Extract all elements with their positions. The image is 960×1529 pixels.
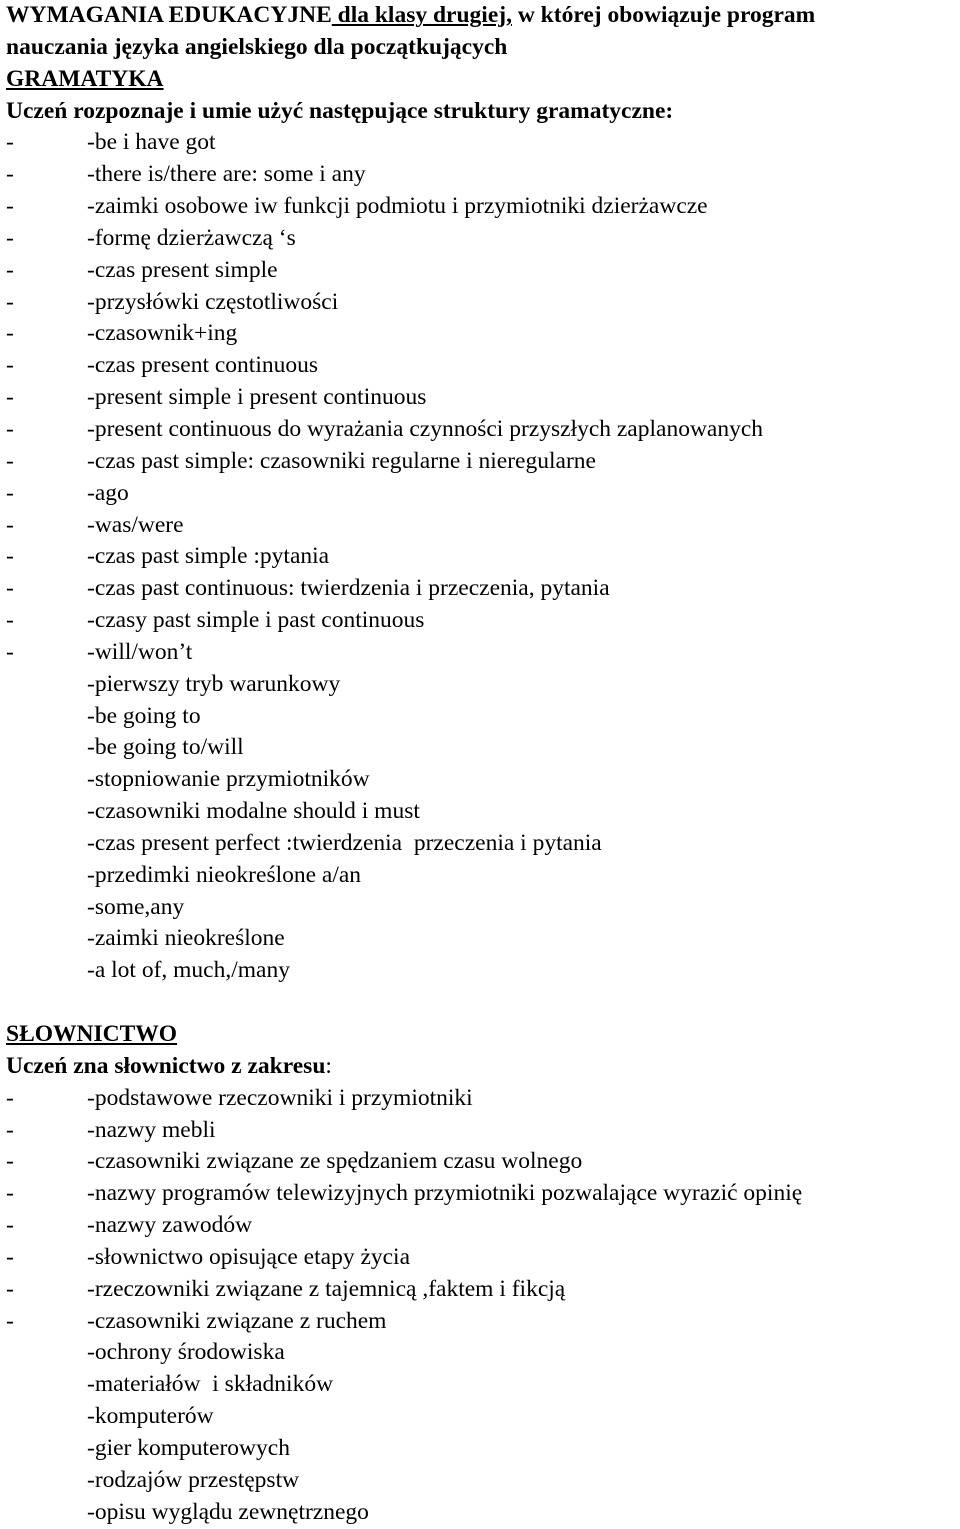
list-item (6, 382, 956, 414)
list-item-text: -formę dzierżawczą ‘s (87, 224, 296, 251)
title-part-1: WYMAGANIA EDUKACYJNE (6, 2, 332, 28)
list-item (6, 1210, 956, 1242)
document-page (6, 0, 956, 1529)
grammar-dashed-list (6, 127, 956, 668)
vocabulary-heading: SŁOWNICTWO (6, 1021, 178, 1047)
list-item (6, 637, 956, 669)
grammar-plain-list (6, 669, 956, 987)
list-bullet-dash: - (6, 543, 14, 570)
list-item: -czasowniki modalne should i must (87, 798, 420, 825)
list-item: -zaimki nieokreślone (87, 925, 285, 952)
list-bullet-dash: - (6, 415, 14, 442)
list-item (6, 1306, 956, 1338)
list-item: -a lot of, much,/many (87, 957, 290, 984)
grammar-intro: Uczeń rozpoznaje i umie użyć następujące struktury gramatyczne: (6, 97, 674, 124)
list-item-text: -czas present simple (87, 256, 278, 283)
list-bullet-dash: - (6, 224, 14, 251)
list-item (6, 127, 956, 159)
list-item (6, 573, 956, 605)
list-bullet-dash: - (6, 638, 14, 665)
list-item-text: -nazwy programów telewizyjnych przymiotniki pozwalające wyrazić opinię (87, 1180, 803, 1207)
list-item (6, 223, 956, 255)
list-item-text: -czasowniki związane z ruchem (87, 1307, 387, 1334)
list-bullet-dash: - (6, 1307, 14, 1334)
list-item-text: -podstawowe rzeczowniki i przymiotniki (87, 1084, 473, 1111)
list-item-text: -will/won’t (87, 638, 193, 665)
list-item-text: -czasowniki związane ze spędzaniem czasu wolnego (87, 1148, 583, 1175)
list-item: -komputerów (87, 1403, 214, 1430)
list-bullet-dash: - (6, 1243, 14, 1270)
list-item-text: -czasownik+ing (87, 320, 238, 347)
title-part-3: w której obowiązuje program (511, 2, 816, 28)
list-item (6, 287, 956, 319)
list-item (6, 541, 956, 573)
list-bullet-dash: - (6, 352, 14, 379)
list-item (6, 191, 956, 223)
list-item-text: -czas past simple :pytania (87, 543, 330, 570)
vocabulary-dashed-list (6, 1083, 956, 1338)
list-item (6, 159, 956, 191)
list-item-text: -czas present continuous (87, 352, 319, 379)
list-bullet-dash: - (6, 479, 14, 506)
list-item: -be going to/will (87, 734, 244, 761)
list-bullet-dash: - (6, 256, 14, 283)
list-bullet-dash: - (6, 384, 14, 411)
list-item (6, 1083, 956, 1115)
vocabulary-plain-list (6, 1337, 956, 1528)
list-bullet-dash: - (6, 1275, 14, 1302)
title-part-2: dla klasy drugiej, (331, 2, 512, 28)
list-item: -ochrony środowiska (87, 1339, 285, 1366)
section-gap (6, 987, 956, 1019)
list-item: -pierwszy tryb warunkowy (87, 670, 341, 697)
list-bullet-dash: - (6, 447, 14, 474)
list-bullet-dash: - (6, 193, 14, 220)
list-item (6, 1274, 956, 1306)
list-item (6, 255, 956, 287)
list-item (6, 510, 956, 542)
grammar-heading: GRAMATYKA (6, 65, 164, 92)
vocabulary-intro-colon: : (325, 1052, 332, 1079)
list-item: -czas present perfect :twierdzenia przeczenia i pytania (87, 829, 602, 856)
list-bullet-dash: - (6, 129, 14, 156)
list-item-text: -zaimki osobowe iw funkcji podmiotu i przymiotniki dzierżawcze (87, 193, 708, 220)
list-item-text: -czas past simple: czasowniki regularne i nieregularne (87, 447, 596, 474)
list-bullet-dash: - (6, 161, 14, 188)
document-title (6, 0, 956, 32)
list-item-text: -przysłówki częstotliwości (87, 288, 339, 315)
list-bullet-dash: - (6, 320, 14, 347)
list-item-text: -nazwy mebli (87, 1116, 216, 1143)
list-bullet-dash: - (6, 1148, 14, 1175)
document-title-line-2: nauczania języka angielskiego dla początkujących (6, 33, 508, 60)
list-item: -rodzajów przestępstw (87, 1466, 300, 1493)
list-item-text: -nazwy zawodów (87, 1212, 253, 1239)
list-bullet-dash: - (6, 1180, 14, 1207)
list-item-text: -was/were (87, 511, 184, 538)
list-item-text: -be i have got (87, 129, 216, 156)
list-item-text: -there is/there are: some i any (87, 161, 366, 188)
list-item (6, 1242, 956, 1274)
list-item: -some,any (87, 893, 185, 920)
list-item: -przedimki nieokreślone a/an (87, 861, 362, 888)
list-bullet-dash: - (6, 575, 14, 602)
list-item: -stopniowanie przymiotników (87, 766, 370, 793)
list-bullet-dash: - (6, 1116, 14, 1143)
list-item (6, 1115, 956, 1147)
list-item-text: -rzeczowniki związane z tajemnicą ,faktem i fikcją (87, 1275, 566, 1302)
list-item-text: -present simple i present continuous (87, 384, 427, 411)
list-item-text: -czas past continuous: twierdzenia i przeczenia, pytania (87, 575, 610, 602)
list-item (6, 1146, 956, 1178)
list-item-text: -ago (87, 479, 129, 506)
list-item (6, 605, 956, 637)
list-item (6, 414, 956, 446)
list-item: -materiałów i składników (87, 1371, 334, 1398)
list-item-text: -present continuous do wyrażania czynności przyszłych zaplanowanych (87, 415, 764, 442)
list-bullet-dash: - (6, 607, 14, 634)
list-item-text: -słownictwo opisujące etapy życia (87, 1243, 411, 1270)
list-item-text: -czasy past simple i past continuous (87, 607, 425, 634)
list-bullet-dash: - (6, 288, 14, 315)
list-item (6, 1178, 956, 1210)
list-item (6, 350, 956, 382)
list-bullet-dash: - (6, 1212, 14, 1239)
list-item (6, 318, 956, 350)
list-item: -opisu wyglądu zewnętrznego (87, 1498, 369, 1525)
list-item: -be going to (87, 702, 201, 729)
vocabulary-intro (6, 1051, 956, 1083)
vocabulary-intro-text: Uczeń zna słownictwo z zakresu (6, 1052, 326, 1079)
list-item (6, 446, 956, 478)
list-item: -gier komputerowych (87, 1434, 290, 1461)
list-item (6, 478, 956, 510)
list-bullet-dash: - (6, 511, 14, 538)
list-bullet-dash: - (6, 1084, 14, 1111)
